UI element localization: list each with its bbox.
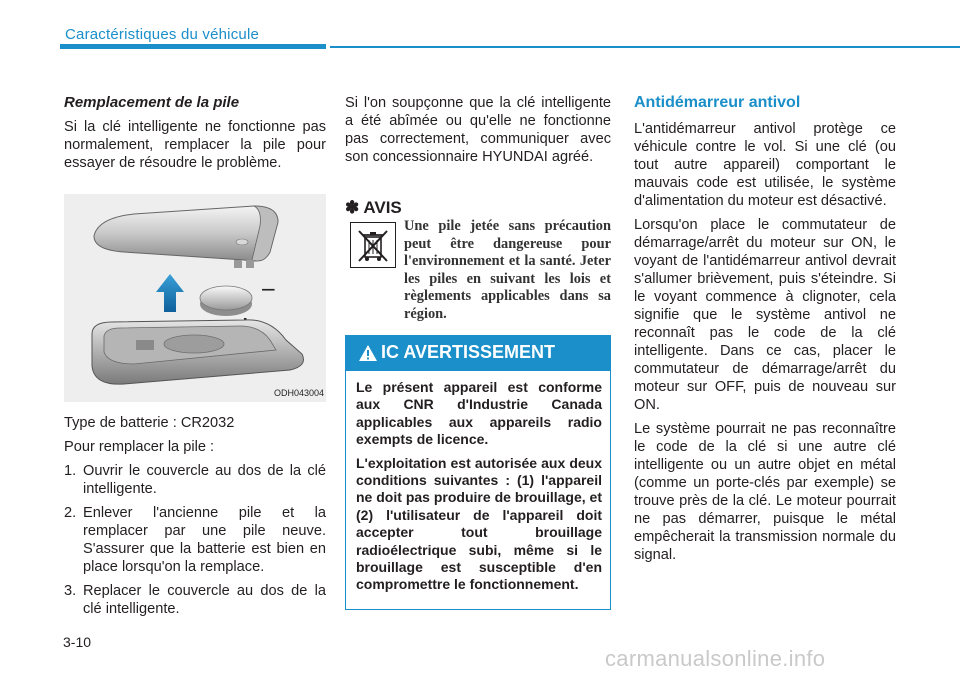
header-rule	[330, 46, 960, 48]
list-item: 1. Ouvrir le couvercle au dos de la clé intelligente.	[64, 463, 326, 497]
section-title: Caractéristiques du véhicule	[65, 26, 260, 43]
immobilizer-paragraph-2: Lorsqu'on place le commutateur de démarrage/arrêt du moteur sur ON, le voyant de l'antidémarreur antivol devrait s'allumer brièvement, puis s'éteindre. Si le voyant commence à clignoter, cela signifie que le système antivol ne reconnaît pas le code de la clé intelligente. Dans ce cas, placer le commutateur de démarrage/arrêt du moteur sur OFF, puis de nouveau sur ON.	[634, 217, 896, 413]
column-notice	[345, 94, 611, 172]
immobilizer-paragraph-1: L'antidémarreur antivol protège ce véhicule contre le vol. Si une clé (ou tout autre appareil) comportant le mauvais code est utilisée, le système d'alimentation du moteur est désactivé.	[634, 121, 896, 209]
warning-paragraph-1: Le présent appareil est conforme aux CNR d'Industrie Canada applicables aux appareils radio exempts de licence.	[356, 379, 602, 448]
smart-key-battery-figure	[64, 194, 326, 402]
dealer-paragraph: Si l'on soupçonne que la clé intelligente a été abîmée ou qu'elle ne fonctionne pas correctement, communiquer avec son concessionnaire HYUNDAI agréé.	[345, 95, 611, 165]
warning-paragraph-2: L'exploitation est autorisée aux deux conditions suivantes : (1) l'appareil ne doit pas produire de brouillage, et (2) l'utilisateur de l'appareil doit accepter tout brouillage radioélectrique subi, même si le brouillage est susceptible d'en compromettre le fonctionnement.	[356, 454, 602, 593]
battery-steps-block	[64, 414, 326, 624]
notice-text: Une pile jetée sans précaution peut être dangereuse pour l'environnement et la santé. Jeter les piles en suivant les lois et règlements applicables dans sa région.	[404, 218, 611, 322]
warning-header	[345, 335, 611, 371]
column-immobilizer	[634, 94, 896, 570]
watermark: carmanualsonline.info	[605, 646, 826, 671]
immobilizer-heading: Antidémarreur antivol	[634, 94, 801, 111]
page-number: 3-10	[63, 634, 92, 650]
warning-triangle-icon	[359, 345, 377, 361]
list-item: 3. Replacer le couvercle au dos de la clé intelligente.	[64, 583, 326, 617]
crossed-bin-icon	[350, 222, 396, 268]
battery-type: Type de batterie : CR2032	[64, 415, 235, 431]
column-battery	[64, 94, 326, 178]
svg-text:−: −	[260, 277, 277, 301]
steps-intro: Pour remplacer la pile :	[64, 439, 215, 455]
notice-title: ✽ AVIS	[345, 198, 402, 217]
warning-body	[356, 379, 602, 600]
figure-code: ODH043004	[273, 388, 324, 398]
smart-key-illustration	[64, 194, 326, 402]
warning-title: IC AVERTISSEMENT	[381, 342, 556, 362]
battery-intro: Si la clé intelligente ne fonctionne pas normalement, remplacer la pile pour essayer de résoudre le problème.	[64, 119, 326, 171]
list-item: 2. Enlever l'ancienne pile et la remplacer par une pile neuve. S'assurer que la batterie est bien en place lorsqu'on la remplace.	[64, 505, 326, 575]
immobilizer-paragraph-3: Le système pourrait ne pas reconnaître le code de la clé si une autre clé intelligente ou un autre objet en métal (comme un porte-clés par exemple) se trouve près de la clé. Le moteur pourrait ne pas démarrer, puisque le métal empêcherait la transmission normale du signal.	[634, 421, 896, 563]
header-bar	[60, 44, 326, 49]
battery-heading: Remplacement de la pile	[64, 94, 240, 111]
steps-list	[64, 462, 326, 618]
